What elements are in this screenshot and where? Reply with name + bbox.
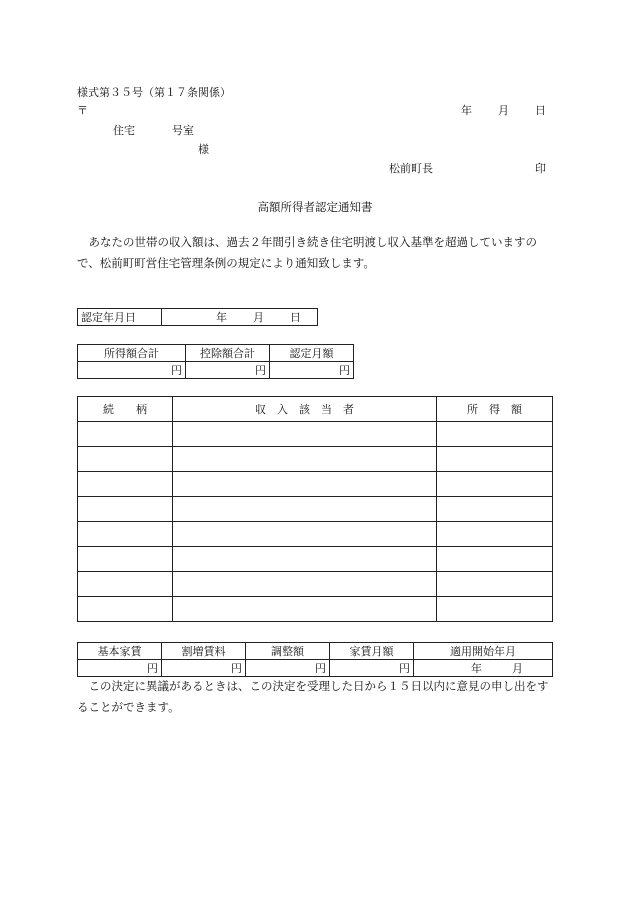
table-row [78,572,553,597]
honorific: 様 [198,143,209,156]
housing-label: 住宅 [113,124,135,137]
start-year: 年 [471,662,482,675]
income-amount-cell[interactable] [437,472,553,497]
income-person-cell[interactable] [173,472,437,497]
start-month-value [414,660,553,677]
adjustment-header: 調整額 [246,643,330,660]
income-total-header: 所得額合計 [78,345,186,362]
income-person-cell[interactable] [173,572,437,597]
income-amount-cell[interactable] [437,547,553,572]
date-month-label: 月 [498,104,509,117]
income-amount-cell[interactable] [437,597,553,622]
income-person-cell[interactable] [173,497,437,522]
income-person-cell[interactable] [173,422,437,447]
relationship-cell[interactable] [78,447,173,472]
cert-month: 月 [253,311,264,324]
cert-monthly-header: 認定月額 [270,345,354,362]
document-title: 高額所得者認定通知書 [257,200,373,214]
start-month: 月 [512,662,523,675]
table-row [78,547,553,572]
base-rent-header: 基本家賃 [78,643,162,660]
postal-mark: 〒 [77,104,88,117]
income-amount-cell[interactable] [437,447,553,472]
body-paragraph: あなたの世帯の収入額は、過去２年間引き続き住宅明渡し収入基準を超過していますので、松前町町営住宅管理条例の規定により通知致します。 [77,235,537,270]
cert-date-value [162,309,318,326]
income-amount-cell[interactable] [437,422,553,447]
footer-paragraph: この決定に異議があるときは、この決定を受理した日から１５日以内に意見の申し出をすることができます。 [77,679,549,714]
relationship-cell[interactable] [78,497,173,522]
relationship-cell[interactable] [78,472,173,497]
deduction-total-unit: 円 [186,362,270,379]
cert-year: 年 [216,311,227,324]
issuer: 松前町長 [389,162,433,175]
income-person-cell[interactable] [173,547,437,572]
adjustment-unit: 円 [246,660,330,677]
base-rent-unit: 円 [78,660,162,677]
form-number: 様式第３５号（第１７条関係） [77,86,231,99]
relationship-cell[interactable] [78,572,173,597]
members-table [77,396,553,622]
start-month-header: 適用開始年月 [414,643,553,660]
income-person-cell[interactable] [173,597,437,622]
table-row [78,497,553,522]
relationship-cell[interactable] [78,547,173,572]
table-row [78,447,553,472]
surcharge-header: 割増賃料 [162,643,246,660]
income-person-cell[interactable] [173,447,437,472]
date-day-label: 日 [535,104,546,117]
income-amount-cell[interactable] [437,497,553,522]
cert-day: 日 [290,311,301,324]
rent-table [77,642,553,677]
seal-mark: 印 [535,162,546,175]
income-person-header: 収 入 該 当 者 [173,397,437,422]
income-amount-cell[interactable] [437,572,553,597]
cert-monthly-unit: 円 [270,362,354,379]
income-person-cell[interactable] [173,522,437,547]
table-row [78,522,553,547]
room-label: 号室 [172,124,194,137]
income-amount-cell[interactable] [437,522,553,547]
relationship-cell[interactable] [78,422,173,447]
cert-date-table [77,308,318,326]
cert-date-label: 認定年月日 [78,309,162,326]
table-row [78,422,553,447]
monthly-rent-unit: 円 [330,660,414,677]
table-row [78,597,553,622]
income-total-unit: 円 [78,362,186,379]
relationship-cell[interactable] [78,522,173,547]
income-amount-header: 所 得 額 [437,397,553,422]
relationship-header: 続 柄 [78,397,173,422]
monthly-rent-header: 家賃月額 [330,643,414,660]
income-summary-table [77,344,354,379]
table-row [78,472,553,497]
relationship-cell[interactable] [78,597,173,622]
surcharge-unit: 円 [162,660,246,677]
deduction-total-header: 控除額合計 [186,345,270,362]
date-year-label: 年 [461,104,472,117]
